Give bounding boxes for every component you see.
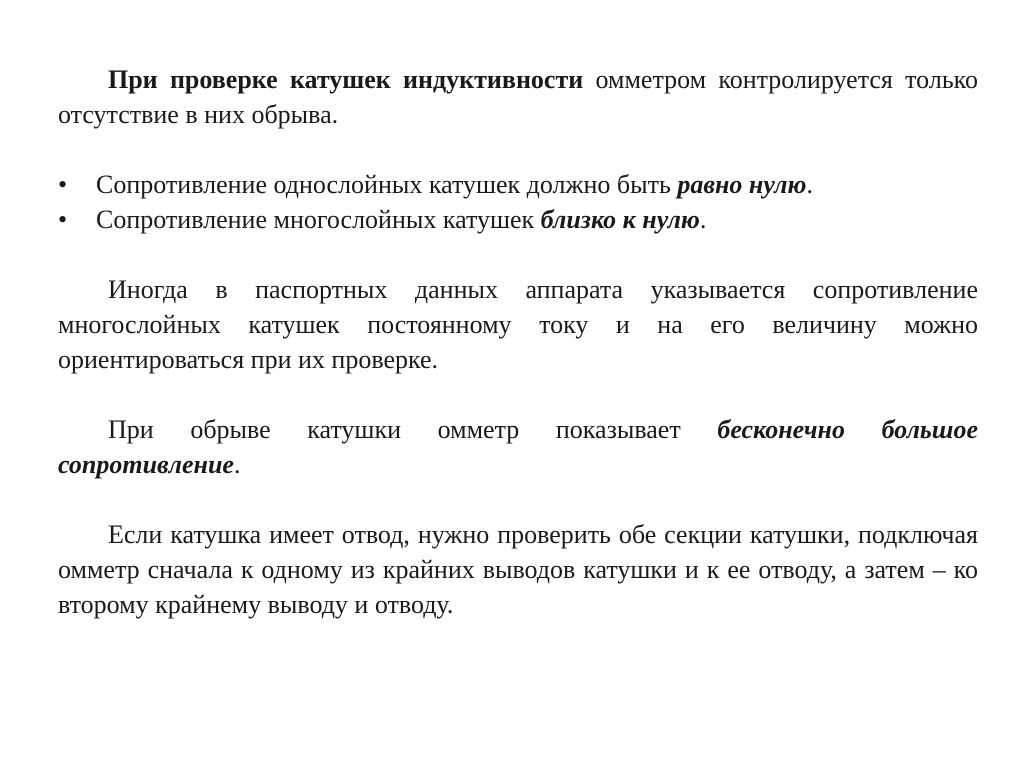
passport-data-paragraph: Иногда в паспортных данных аппарата указывается сопротивление многослойных катушек постоянному току и на его величину можно ориентироваться при их проверке. xyxy=(58,275,978,374)
bullet-item-single-layer xyxy=(58,167,978,202)
bullet-text: Сопротивление однослойных катушек должно быть xyxy=(96,170,678,199)
break-emphasis: бесконечно большое сопротивление xyxy=(58,415,978,479)
tap-paragraph: Если катушка имеет отвод, нужно проверить обе секции катушки, подключая омметр сначала к одному из крайних выводов катушки и к ее отводу, а затем – ко второму крайнему выводу и отводу. xyxy=(58,520,978,619)
intro-text: омметром контролируется только отсутствие в них обрыва. xyxy=(58,65,978,129)
bullet-item-multi-layer xyxy=(58,202,978,237)
bullet-emphasis: равно нулю xyxy=(677,170,807,199)
break-text: При обрыве катушки омметр показывает xyxy=(108,415,718,444)
bullet-list xyxy=(58,167,978,237)
bullet-text: Сопротивление многослойных катушек xyxy=(96,205,541,234)
break-end: . xyxy=(233,450,241,479)
bullet-emphasis: близко к нулю xyxy=(540,205,700,234)
intro-bold-phrase: При проверке катушек индуктивности xyxy=(108,65,584,94)
bullet-mark: • xyxy=(58,170,68,199)
intro-paragraph xyxy=(58,62,978,132)
bullet-mark: • xyxy=(58,205,68,234)
bullet-end: . xyxy=(699,205,707,234)
bullet-end: . xyxy=(806,170,813,199)
break-paragraph xyxy=(58,412,978,482)
